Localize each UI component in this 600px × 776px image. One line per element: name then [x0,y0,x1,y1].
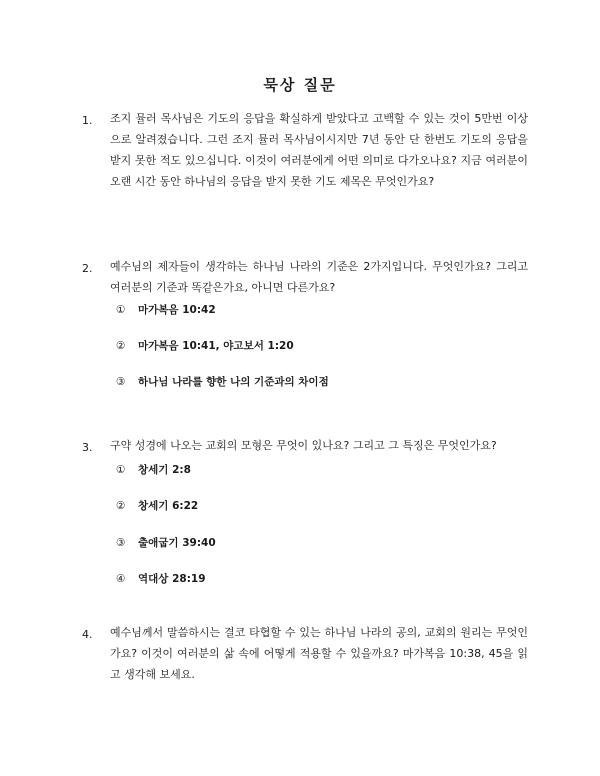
reference-text: 창세기 6:22 [138,500,199,512]
reference-item [116,374,329,389]
reference-marker: ④ [116,573,126,585]
reference-item [116,462,191,477]
question-text: 예수님의 제자들이 생각하는 하나님 나라의 기준은 2가지입니다. 무엇인가요? 그리고 여러분의 기준과 똑같은가요, 아니면 다른가요? [110,260,528,294]
question-number: 2. [82,262,93,275]
question-text: 구약 성경에 나오는 교회의 모형은 무엇이 있나요? 그리고 그 특징은 무엇인가요? [110,439,497,452]
reference-item [116,338,294,353]
reference-marker: ② [116,500,126,512]
reference-text: 역대상 28:19 [138,573,206,585]
page-title: 묵상 질문 [263,76,337,94]
reference-text: 하나님 나라를 향한 나의 기준과의 차이점 [138,376,329,388]
reference-marker: ① [116,304,126,316]
reference-item [116,498,198,513]
reference-text: 창세기 2:8 [138,464,191,476]
question-text: 예수님께서 말씀하시는 결코 타협할 수 있는 하나님 나라의 공의, 교회의 원리는 무엇인가요? 이것이 여러분의 삶 속에 어떻게 적용할 수 있을까요? 마가복음 10:38, 45을 읽고 생각해 보세요. [110,626,528,681]
reference-text: 출애굽기 39:40 [138,537,216,549]
reference-marker: ① [116,464,126,476]
question-text: 조지 뮬러 목사님은 기도의 응답을 확실하게 받았다고 고백할 수 있는 것이 5만번 이상으로 알려졌습니다. 그런 조지 뮬러 목사님이시지만 7년 동안 단 한번도 기도의 응답을 받지 못한 적도 있으십니다. 이것이 여러분에게 어떤 의미로 다가오나요? 지금 여러분이 오랜 시간 동안 하나님의 응답을 받지 못한 기도 제목은 무엇인가요? [110,112,528,188]
reference-marker: ③ [116,537,126,549]
question-number: 3. [82,441,93,454]
question-number: 4. [82,628,93,641]
reference-marker: ③ [116,376,126,388]
reference-item [116,571,206,586]
question-number: 1. [82,114,93,127]
reference-text: 마가복음 10:42 [138,304,216,316]
reference-item [116,302,216,317]
reference-marker: ② [116,340,126,352]
reference-item [116,535,216,550]
reference-text: 마가복음 10:41, 야고보서 1:20 [138,340,294,352]
